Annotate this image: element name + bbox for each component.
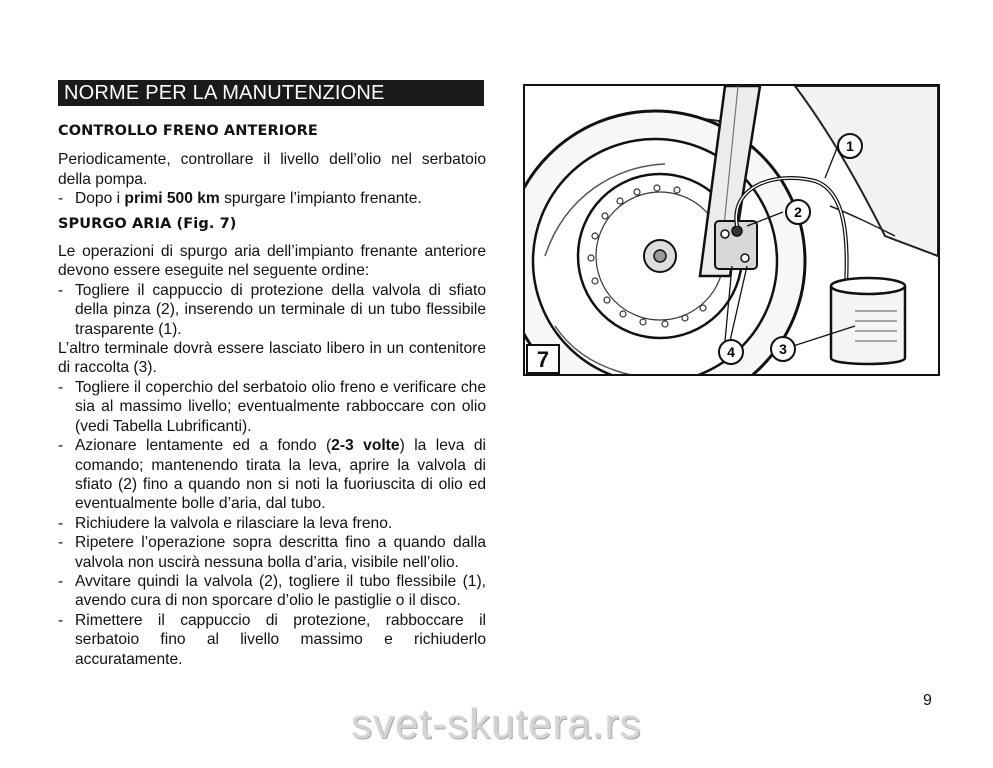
heading-air-bleed: SPURGO ARIA (Fig. 7): [58, 215, 237, 232]
bleed-valve: [732, 226, 742, 236]
figure-front-brake-bleeding: [523, 84, 940, 376]
callout-4-label: 4: [727, 344, 735, 360]
bullet-dash: -: [58, 514, 64, 532]
hub-axle: [654, 250, 666, 262]
caliper-bolt: [741, 254, 749, 262]
brake-illustration: [525, 86, 938, 374]
paragraph-other-terminal: L’altro terminale dovrà essere lasciato libero in un contenitore di raccolta (3).: [58, 340, 486, 377]
paragraph-bleed-intro: Le operazioni di spurgo aria dell’impianto frenante anteriore devono essere eseguite nel seguente ordine:: [58, 243, 486, 280]
figure-number: 7: [526, 344, 560, 374]
bullet-dash: -: [58, 437, 64, 455]
list-item: - Ripetere l’operazione sopra descritta fino a quando dalla valvola non uscirà nessuna bolla d’aria, visibile nell’olio.: [58, 534, 486, 571]
text-column: [58, 118, 486, 669]
caliper-bolt: [721, 230, 729, 238]
list-item: - Togliere il cappuccio di protezione della valvola di sfiato della pinza (2), inserendo un terminale di un tubo flessibile trasparente (1).: [58, 281, 486, 338]
bold-text: 2-3 volte: [331, 437, 400, 455]
fairing-shape: [795, 86, 938, 256]
page-number: 9: [923, 692, 932, 709]
watermark: svet-skutera.rs: [351, 700, 642, 747]
bullet-dash: -: [58, 572, 64, 590]
list-item: - Azionare lentamente ed a fondo (2-3 volte) la leva di comando; mantenendo tirata la leva, aprire la valvola di sfiato (2) fino a quando non si noti la fuoriuscita di olio ed eventualmente bolle d’aria, dal tubo.: [58, 437, 486, 513]
section-title: NORME PER LA MANUTENZIONE: [58, 80, 484, 106]
bullet-dash: -: [58, 281, 64, 299]
bold-text: primi 500 km: [124, 190, 220, 208]
list-item: - Togliere il coperchio del serbatoio olio freno e verificare che sia al massimo livello; eventualmente rabboccare con olio (vedi Tabella Lubrificanti).: [58, 378, 486, 435]
bullet-dash: -: [58, 611, 64, 629]
paragraph-periodic-check: Periodicamente, controllare il livello dell’olio nel serbatoio della pompa.: [58, 151, 486, 188]
callout-2-label: 2: [794, 204, 802, 220]
heading-front-brake-check: CONTROLLO FRENO ANTERIORE: [58, 123, 318, 139]
bullet-dash: -: [58, 534, 64, 552]
callout-3-label: 3: [779, 341, 787, 357]
bullet-dash: -: [58, 190, 64, 208]
callout-1-label: 1: [846, 138, 854, 154]
list-item: - Avvitare quindi la valvola (2), togliere il tubo flessibile (1), avendo cura di non sporcare d’olio le pastiglie o il disco.: [58, 572, 486, 610]
collection-container: [831, 286, 905, 364]
bullet-dash: -: [58, 378, 64, 396]
container-rim: [831, 278, 905, 294]
list-item: - Rimettere il cappuccio di protezione, rabboccare il serbatoio fino al livello massimo e richiuderlo accuratamente.: [58, 611, 486, 668]
list-item: - Richiudere la valvola e rilasciare la leva freno.: [58, 514, 393, 532]
list-item: - Dopo i primi 500 km spurgare l’impianto frenante.: [58, 190, 422, 208]
